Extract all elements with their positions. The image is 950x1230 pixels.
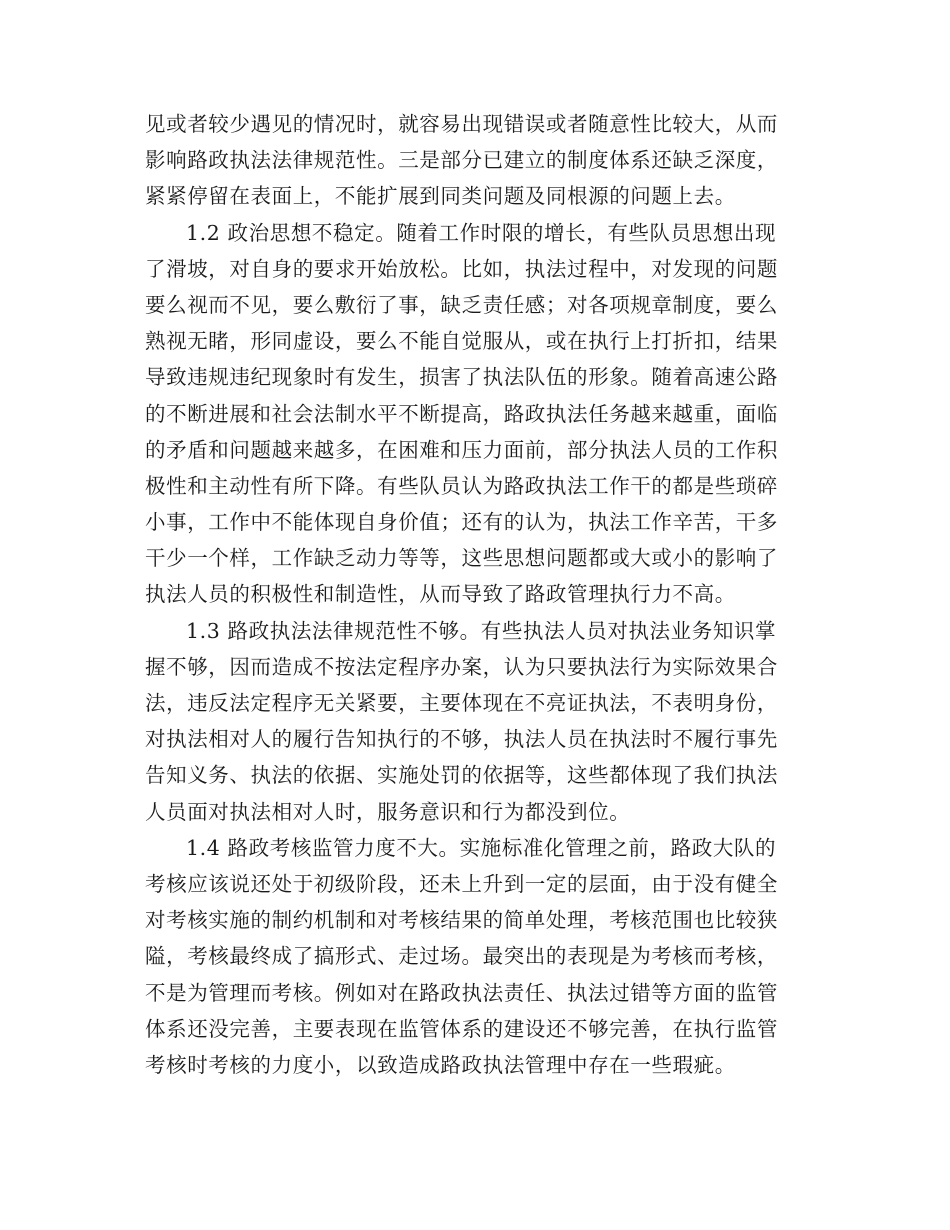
text-line: 极性和主动性有所下降。有些队员认为路政执法工作干的都是些琐碎 <box>145 473 778 498</box>
text-line: 隘，考核最终成了搞形式、走过场。最突出的表现是为考核而考核， <box>145 944 778 969</box>
text-line: 告知义务、执法的依据、实施处罚的依据等，这些都体现了我们执法 <box>145 763 778 788</box>
text-line: 要么视而不见，要么敷衍了事，缺乏责任感；对各项规章制度，要么 <box>145 292 778 317</box>
text-line: 干少一个样，工作缺乏动力等等，这些思想问题都或大或小的影响了 <box>145 546 778 571</box>
text-line: 考核应该说还处于初级阶段，还未上升到一定的层面，由于没有健全 <box>145 871 778 896</box>
section-heading-line: 1.3 路政执法法律规范性不够。有些执法人员对执法业务知识掌 <box>186 618 777 643</box>
text-line: 小事，工作中不能体现自身价值；还有的认为，执法工作辛苦，干多 <box>145 510 778 535</box>
text-line: 执法人员的积极性和制造性，从而导致了路政管理执行力不高。 <box>145 582 736 607</box>
text-line: 人员面对执法相对人时，服务意识和行为都没到位。 <box>145 799 631 824</box>
section-heading-line: 1.4 路政考核监管力度不大。实施标准化管理之前，路政大队的 <box>186 835 777 860</box>
text-line: 不是为管理而考核。例如对在路政执法责任、执法过错等方面的监管 <box>145 980 778 1005</box>
section-heading-line: 1.2 政治思想不稳定。随着工作时限的增长，有些队员思想出现 <box>186 220 777 245</box>
text-line: 的矛盾和问题越来越多，在困难和压力面前，部分执法人员的工作积 <box>145 437 778 462</box>
text-line: 见或者较少遇见的情况时，就容易出现错误或者随意性比较大，从而 <box>145 112 778 136</box>
text-line: 导致违规违纪现象时有发生，损害了执法队伍的形象。随着高速公路 <box>145 365 778 390</box>
text-line: 握不够，因而造成不按法定程序办案，认为只要执法行为实际效果合 <box>145 654 778 679</box>
document-body <box>145 106 800 1083</box>
text-line: 体系还没完善，主要表现在监管体系的建设还不够完善，在执行监管 <box>145 1016 778 1041</box>
text-line: 对考核实施的制约机制和对考核结果的简单处理，考核范围也比较狭 <box>145 908 778 933</box>
text-line: 对执法相对人的履行告知执行的不够，执法人员在执法时不履行事先 <box>145 727 778 752</box>
text-line: 熟视无睹，形同虚设，要么不能自觉服从，或在执行上打折扣，结果 <box>145 329 778 354</box>
text-line: 考核时考核的力度小，以致造成路政执法管理中存在一些瑕疵。 <box>145 1052 736 1077</box>
text-line: 法，违反法定程序无关紧要，主要体现在不亮证执法，不表明身份， <box>145 691 778 715</box>
text-line: 紧紧停留在表面上，不能扩展到同类问题及同根源的问题上去。 <box>145 184 736 209</box>
text-line: 的不断进展和社会法制水平不断提高，路政执法任务越来越重，面临 <box>145 401 778 426</box>
text-line: 影响路政执法法律规范性。三是部分已建立的制度体系还缺乏深度， <box>145 148 778 173</box>
text-line: 了滑坡，对自身的要求开始放松。比如，执法过程中，对发现的问题 <box>145 256 778 281</box>
